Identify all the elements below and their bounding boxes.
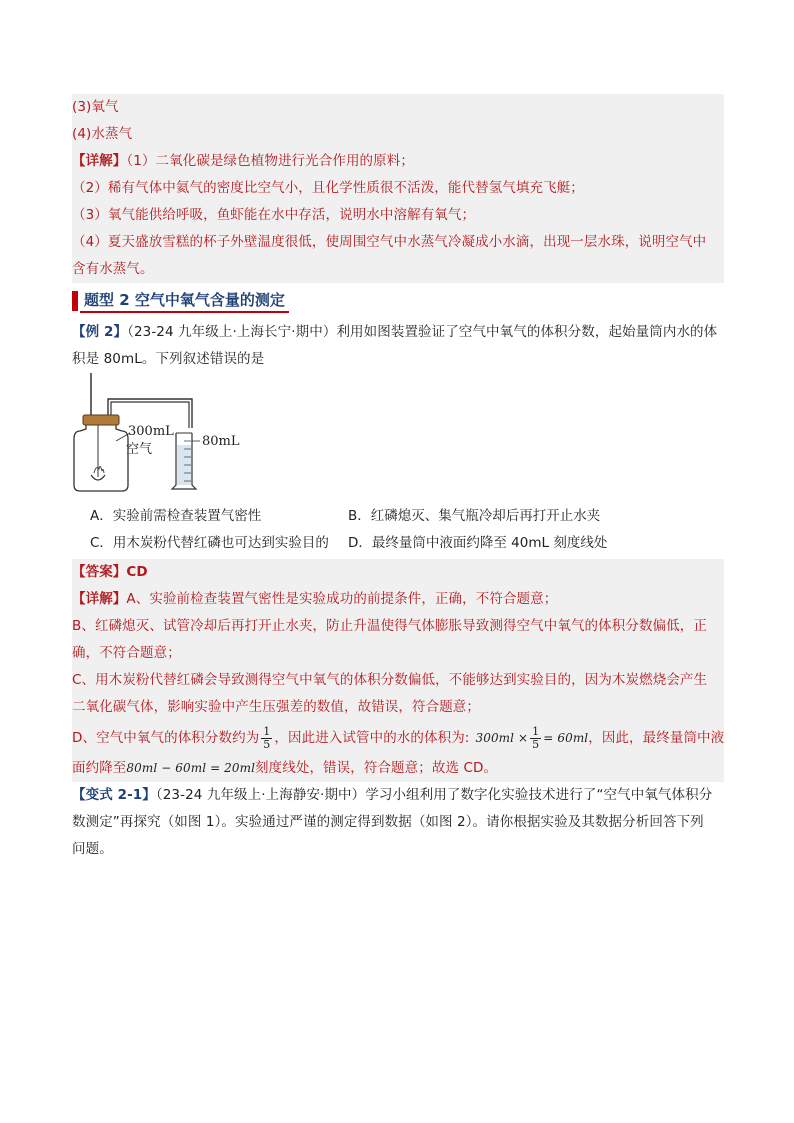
flask-volume-label: 300mL — [128, 424, 174, 439]
calc-expression-2: 80ml − 60ml = 20ml — [126, 761, 256, 775]
explain-text-d1-pre: D、空气中氧气的体积分数约为 — [72, 730, 260, 746]
option-b: B．红磷熄灭、集气瓶冷却后再打开止水夹 — [348, 508, 601, 524]
explain-line-c1: C、用木炭粉代替红磷会导致测得空气中氧气的体积分数偏低，不能够达到实验目的，因为木炭燃烧会产生 — [72, 672, 708, 688]
variant-line-2: 数测定”再探究（如图 1）。实验通过严谨的测定得到数据（如图 2）。请你根据实验及其数据分析回答下列 — [72, 814, 704, 830]
cylinder-volume-label: 80mL — [202, 434, 240, 449]
calc-expression-post: = 60ml — [543, 731, 589, 745]
detail-line-2: （2）稀有气体中氦气的密度比空气小，且化学性质很不活泼，能代替氢气填充飞艇； — [72, 180, 584, 196]
explain-line-b1: B、红磷熄灭、试管冷却后再打开止水夹，防止升温使得气体膨胀导致测得空气中氧气的体积分数偏低，正 — [72, 618, 707, 634]
explain-text-d2-pre: 面约降至 — [72, 760, 127, 776]
explain-line-d2 — [72, 755, 724, 782]
fraction-one-fifth — [261, 726, 272, 751]
answer-item-4: (4)水蒸气 — [72, 126, 133, 142]
explain-tag: 【详解】 — [72, 591, 127, 607]
variant-line-1 — [72, 782, 724, 809]
variant-question — [72, 782, 724, 863]
calc-expression-pre: 300ml × — [475, 731, 529, 745]
fraction-numerator: 1 — [263, 724, 271, 738]
fraction-denominator: 5 — [263, 737, 271, 751]
explain-text-d2-post: 刻度线处，错误，符合题意；故选 CD。 — [255, 760, 498, 776]
option-a: A．实验前需检查装置气密性 — [90, 508, 262, 524]
example-line-1 — [72, 319, 724, 346]
top-answer-block — [72, 94, 724, 283]
variant-line-3: 问题。 — [72, 841, 113, 857]
detail-line-1 — [72, 148, 724, 175]
section-title: 题型 2 空气中氧气含量的测定 — [80, 289, 289, 313]
explain-text-d1-post: ，因此，最终量筒中液 — [588, 730, 725, 746]
detail-tag: 【详解】 — [72, 153, 127, 169]
explain-line-c2: 二氧化碳气体，影响实验中产生压强差的数值，故错误，符合题意； — [72, 699, 480, 715]
answer-item-3: (3)氧气 — [72, 99, 119, 115]
explain-line-b2: 确，不符合题意； — [72, 645, 181, 661]
detail-text-1: （1）二氧化碳是绿色植物进行光合作用的原料； — [126, 153, 414, 169]
answer-options — [72, 503, 724, 557]
rubber-stopper — [83, 415, 119, 425]
apparatus-diagram — [72, 373, 724, 501]
section-heading — [72, 287, 724, 315]
answer-line — [72, 559, 724, 586]
answer-explanation-block — [72, 559, 724, 782]
calc-fraction-numerator: 1 — [532, 724, 540, 738]
option-c: C．用木炭粉代替红磷也可达到实验目的 — [90, 535, 329, 551]
example-question — [72, 319, 724, 373]
option-d: D．最终量筒中液面约降至 40mL 刻度线处 — [348, 535, 608, 551]
answer-tag: 【答案】 — [72, 564, 127, 580]
explain-line-a — [72, 586, 724, 613]
example-tag: 【例 2】 — [72, 324, 128, 340]
answer-value: CD — [126, 564, 148, 580]
apparatus-svg — [72, 373, 272, 501]
calc-fraction-denominator: 5 — [532, 737, 540, 751]
fraction-one-fifth-calc — [530, 726, 541, 751]
example-line-2: 积是 80mL。下列叙述错误的是 — [72, 351, 265, 367]
variant-text-1: （23-24 九年级上·上海静安·期中）学习小组利用了数字化实验技术进行了“空气中氧气体积分 — [155, 787, 713, 803]
explain-line-d1 — [72, 721, 724, 755]
explain-text-a: A、实验前检查装置气密性是实验成功的前提条件，正确，不符合题意； — [126, 591, 558, 607]
document-page — [72, 94, 724, 863]
variant-tag: 【变式 2-1】 — [72, 787, 156, 803]
explain-text-d1-mid: ，因此进入试管中的水的体积为: — [274, 730, 470, 746]
flask-body — [74, 423, 128, 491]
detail-line-4a: （4）夏天盛放雪糕的杯子外壁温度很低，使周围空气中水蒸气冷凝成小水滴，出现一层水珠，说明空气中 — [72, 234, 707, 250]
detail-line-4b: 含有水蒸气。 — [72, 261, 154, 277]
detail-line-3: （3）氧气能供给呼吸，鱼虾能在水中存活，说明水中溶解有氧气； — [72, 207, 476, 223]
gas-label: 空气 — [126, 442, 153, 457]
example-text-1: （23-24 九年级上·上海长宁·期中）利用如图装置验证了空气中氧气的体积分数，起始量筒内水的体 — [127, 324, 718, 340]
heading-accent-bar — [72, 291, 78, 311]
